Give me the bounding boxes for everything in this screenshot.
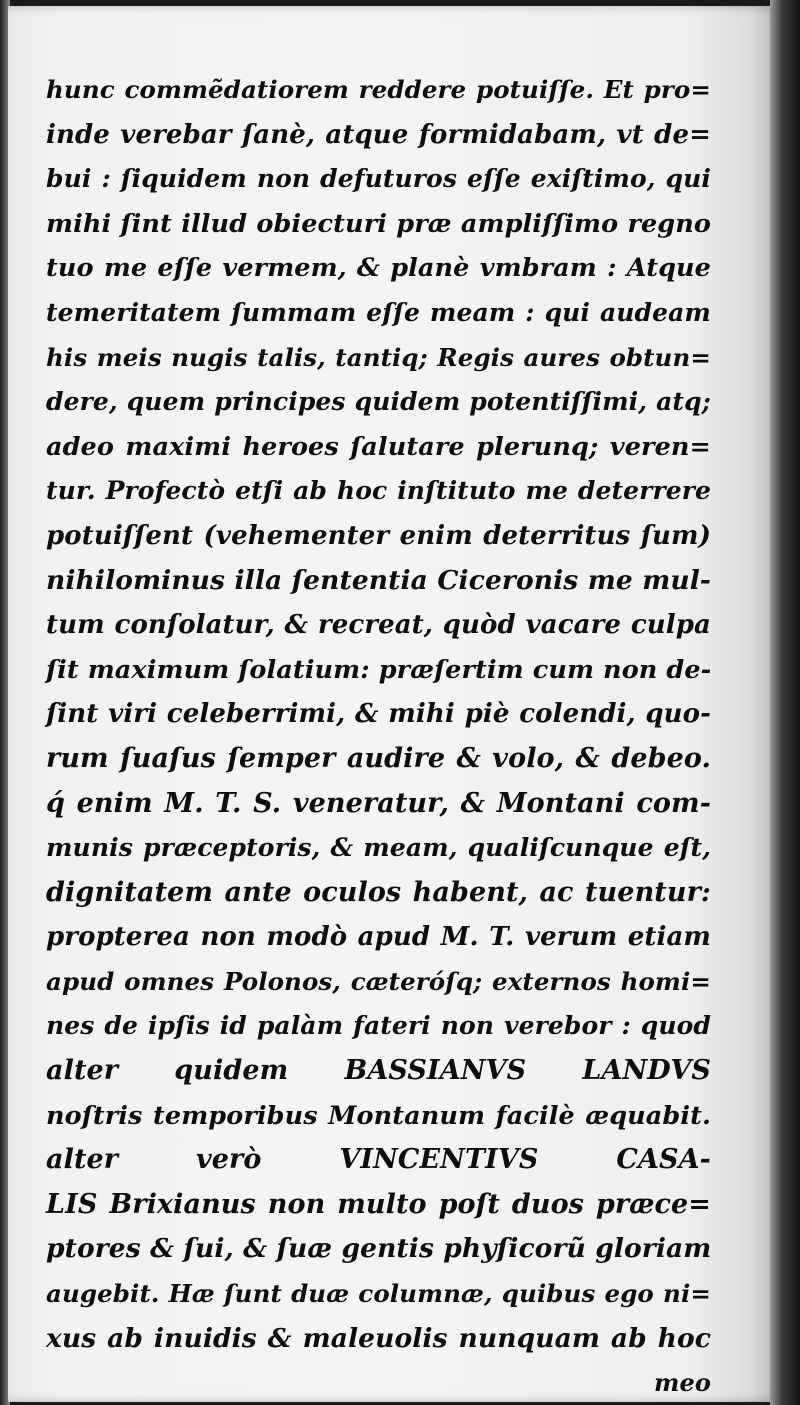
text-line-15: ſint viri celeberrimi, & mihi piè colendi, quo- <box>46 699 711 730</box>
text-line-22: nes de ipſis id palàm fateri non verebor : quod <box>46 1011 711 1041</box>
text-line-16: rum ſuaſus ſemper audire & volo, & debeo. <box>46 742 711 774</box>
text-line-23: alter quidem BASSIANVS LANDVS <box>46 1055 711 1087</box>
text-line-25: alter verò VINCENTIVS CASA- <box>46 1144 711 1176</box>
text-line-5: tuo me eſſe vermem, & planè vmbram : Atque <box>46 253 711 284</box>
text-line-20: propterea non modò apud M. T. verum etiam <box>46 922 711 953</box>
book-gutter-shadow <box>770 0 800 1405</box>
text-line-17: q́ enim M. T. S. veneratur, & Montani com- <box>46 787 711 819</box>
text-line-24: noſtris temporibus Montanum facilè æquabit. <box>46 1100 711 1131</box>
text-line-18: munis præceptoris, & meam, qualiſcunque eſt, <box>46 833 711 863</box>
text-line-9: adeo maximi heroes ſalutare plerunq; veren= <box>46 431 711 462</box>
text-line-14: ſit maximum ſolatium: præſertim cum non de- <box>46 654 712 685</box>
text-line-27: ptores & ſui, & ſuæ gentis phyſicorũ gloriam <box>46 1233 712 1265</box>
text-line-11: potuiſſent (vehementer enim deterritus ſum) <box>46 520 711 551</box>
text-line-4: mihi ſint illud obiecturi præ ampliſſimo regno <box>46 208 711 239</box>
text-line-26: LIS Brixianus non multo poſt duos præce= <box>46 1188 711 1220</box>
text-line-3: bui : ſiquidem non defuturos eſſe exiſtimo, qui <box>46 164 711 194</box>
catchword: meo <box>654 1368 711 1398</box>
text-line-2: inde verebar ſanè, atque formidabam, vt de= <box>46 119 711 150</box>
body-text <box>46 68 711 1405</box>
text-line-28: augebit. Hæ ſunt duæ columnæ, quibus ego ni= <box>46 1279 711 1309</box>
text-line-8: dere, quem principes quidem potentiſſimi, atq; <box>46 387 711 417</box>
text-line-6: temeritatem ſummam eſſe meam : qui audeam <box>46 297 711 327</box>
text-line-7: his meis nugis talis, tantiq; Regis aures obtun= <box>46 342 711 372</box>
text-line-1: hunc commẽdatiorem reddere potuiſſe. Et pro= <box>46 75 711 104</box>
text-line-29: xus ab inuidis & maleuolis nunquam ab hoc <box>46 1322 711 1354</box>
text-line-10: tur. Profectò etſi ab hoc inſtituto me deterrere <box>46 476 711 506</box>
text-line-13: tum conſolatur, & recreat, quòd vacare culpa <box>46 610 711 641</box>
text-line-21: apud omnes Polonos, cæteróſq; externos homi= <box>46 966 711 996</box>
text-line-19: dignitatem ante oculos habent, ac tuentur: <box>46 876 711 908</box>
text-line-12: nihilominus illa ſententia Ciceronis me mul- <box>46 564 711 596</box>
